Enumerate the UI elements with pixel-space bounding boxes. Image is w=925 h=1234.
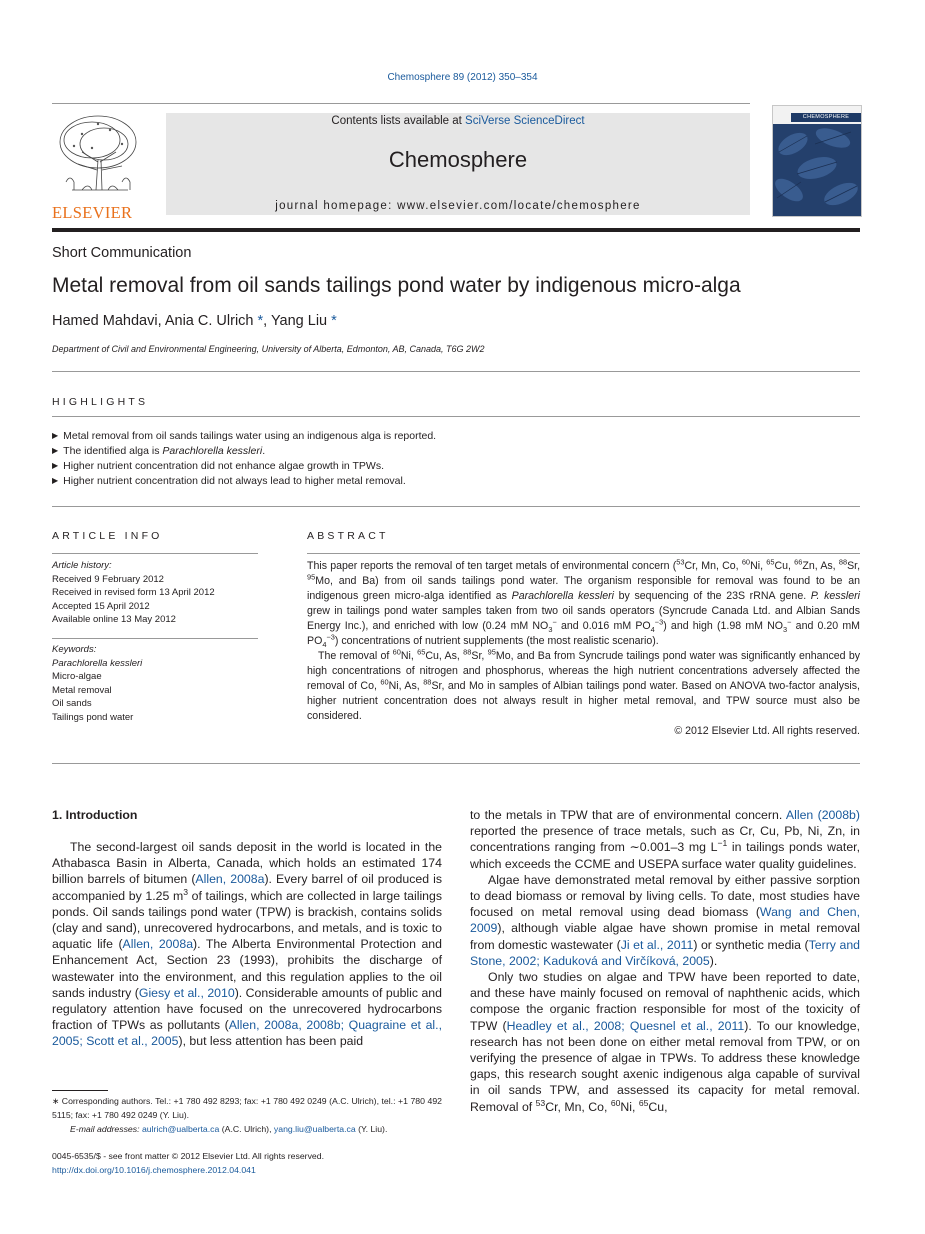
elsevier-wordmark: ELSEVIER: [52, 203, 133, 222]
keyword-item: Oil sands: [52, 698, 92, 709]
email-link-liu[interactable]: yang.liu@ualberta.ca: [273, 1124, 356, 1134]
inline-markup: −3: [654, 617, 664, 627]
email-label: E-mail addresses:: [70, 1124, 142, 1134]
section-heading-introduction: 1. Introduction: [52, 808, 138, 822]
keywords: [52, 643, 258, 724]
corresponding-author-note: ∗ Corresponding authors. Tel.: +1 780 492 8293; fax: +1 780 492 0249 (A.C. Ulrich), tel.: +1 780 492 5115; fax: +1 780 492 0249 (Y. Liu).: [52, 1096, 442, 1120]
journal-banner: [166, 113, 750, 215]
author-list: Hamed Mahdavi, Ania C. Ulrich *, Yang Liu *: [52, 313, 337, 329]
email-link-ulrich[interactable]: aulrich@ualberta.ca: [141, 1124, 220, 1134]
author-name: Yang Liu: [270, 313, 328, 329]
body-column-right: [470, 807, 860, 1115]
highlight-item: ▶ Higher nutrient concentration did not enhance algae growth in TPWs.: [52, 459, 436, 474]
inline-markup: 65: [638, 1097, 649, 1108]
reference-link[interactable]: Ji et al., 2011: [620, 937, 694, 952]
corresponding-author-mark[interactable]: *: [253, 313, 264, 329]
cover-leaves-icon: [773, 124, 861, 216]
inline-markup: −: [787, 617, 792, 627]
divider: [52, 506, 860, 507]
history-item: Accepted 15 April 2012: [52, 600, 150, 612]
inline-markup: 3: [548, 625, 553, 635]
highlights-heading: HIGHLIGHTS: [52, 396, 149, 408]
contents-line: [166, 115, 750, 127]
inline-markup: −: [552, 617, 557, 627]
inline-markup: 65: [766, 557, 775, 567]
abstract-paragraph: The removal of $^{60}$Ni, $^{65}$Cu, As, $^{88}$Sr, $^{95}$Mo, and Ba from Syncrude tailings pond water was significantly enhanced by high concentrations of nitrogen and phosphorus, whereas the high nutrient concentrations adversely affected the removal of Co, $^{60}$Ni, As, $^{88}$Sr, and Mo in samples of Albian tailings pond water. Based on ANOVA two-factor analysis, higher nutrient concentration does not always result in higher metal removal, and TPW source must also be considered.: [307, 647, 861, 722]
journal-name: Chemosphere: [388, 147, 528, 172]
issn-line: 0045-6535/$ - see front matter © 2012 Elsevier Ltd. All rights reserved.: [52, 1151, 324, 1161]
divider: [307, 553, 860, 554]
author-name: Ania C. Ulrich: [164, 313, 254, 329]
highlights-list: [52, 429, 436, 489]
inline-markup: 88: [423, 677, 432, 687]
inline-markup: 88: [463, 647, 472, 657]
divider: [52, 763, 860, 764]
elsevier-logo[interactable]: [52, 112, 144, 222]
journal-citation-link[interactable]: Chemosphere 89 (2012) 350–354: [387, 72, 538, 83]
corresponding-author-mark[interactable]: *: [327, 313, 337, 329]
sciencedirect-link[interactable]: SciVerse ScienceDirect: [465, 115, 585, 127]
copyright-notice: © 2012 Elsevier Ltd. All rights reserved.: [674, 725, 860, 737]
reference-link[interactable]: Allen, 2008a: [122, 937, 194, 952]
inline-markup: 60: [741, 557, 751, 567]
history-item: Available online 13 May 2012: [52, 614, 176, 625]
keyword-item: [52, 657, 258, 671]
article-title: Metal removal from oil sands tailings pond water by indigenous micro-alga: [52, 274, 741, 297]
reference-link[interactable]: Headley et al., 2008; Quesnel et al., 2011: [506, 1018, 745, 1033]
highlight-item: ▶ Higher nutrient concentration did not always lead to higher metal removal.: [52, 474, 436, 489]
reference-link[interactable]: Allen, 2008a: [195, 872, 265, 887]
keyword-item: Micro-algae: [52, 671, 102, 682]
body-paragraph: The second-largest oil sands deposit in the world is located in the Athabasca Basin in Alberta, Canada, which holds an estimated 174 billion barrels of bitumen (Allen, 2008a). Every barrel of oil produced is accompanied by 1.25 $m^3$ of tailings, which are collected in large tailings ponds. Oil sands tailings pond water (TPW) is brackish, contains solids (clay and sand), unrecovered hydrocarbons, and metals, and is toxic to aquatic life (Allen, 2008a). The Alberta Environmental Protection and Enhancement Act, Section 23 (1993), prohibits the discharge of wastewater into the environment, and this regulation applies to the oil sands industry (Giesy et al., 2010). Considerable amounts of public and regulatory attention have focused on the unrecovered hydrocarbons fraction of TPWs as pollutants (Allen, 2008a, 2008b; Quagraine et al., 2005; Scott et al., 2005), but less attention has been paid: [52, 840, 443, 1049]
author-name: Hamed Mahdavi: [52, 313, 158, 329]
inline-markup: 60: [380, 677, 389, 687]
history-label: Article history:: [52, 560, 112, 571]
inline-markup: Parachlorella kessleri: [162, 445, 263, 457]
history-item: Received 9 February 2012: [52, 573, 164, 585]
divider: [52, 553, 258, 554]
inline-markup: 53: [535, 1097, 546, 1108]
inline-markup: Parachlorella kessleri: [52, 657, 143, 669]
contents-prefix: Contents lists available at: [331, 115, 466, 127]
inline-markup: 53: [676, 557, 685, 567]
article-type: Short Communication: [52, 245, 192, 261]
email-owner-liu: (Y. Liu).: [355, 1124, 388, 1134]
footnote-rule: [52, 1090, 108, 1091]
article-history: [52, 559, 258, 627]
inline-markup: 4: [322, 640, 327, 650]
keyword-item: Metal removal: [52, 684, 112, 696]
header-rule: [52, 103, 750, 104]
inline-markup: 3: [783, 625, 788, 635]
reference-link[interactable]: Allen (2008b): [785, 808, 860, 822]
reference-link[interactable]: Terry and Stone, 2002; Kaduková and Virčíková, 2005: [470, 937, 861, 968]
email-owner-ulrich: (A.C. Ulrich),: [219, 1124, 274, 1134]
divider: [52, 371, 860, 372]
abstract-heading: ABSTRACT: [307, 530, 389, 542]
inline-markup: 60: [610, 1097, 621, 1108]
inline-markup: 95: [487, 647, 496, 657]
journal-cover-image[interactable]: [772, 105, 862, 217]
inline-markup: 3: [183, 886, 189, 897]
body-column-left: [52, 807, 442, 1050]
divider: [52, 638, 258, 639]
reference-link[interactable]: Wang and Chen, 2009: [470, 905, 860, 936]
inline-markup: Parachlorella kessleri: [511, 590, 615, 602]
inline-markup: 65: [417, 647, 426, 657]
history-item: Received in revised form 13 April 2012: [52, 587, 215, 598]
body-paragraph: to the metals in TPW that are of environmental concern. Allen (2008b) reported the presence of trace metals, such as Cr, Cu, Pb, Ni, Zn, in concentrations ranging from ∼0.001–3 mg $L^{-1}$ in tailings ponds water, which exceeds the CCME and USEPA surface water quality guidelines.: [470, 808, 860, 871]
abstract-body: [307, 559, 860, 739]
footnote: [52, 1094, 442, 1136]
elsevier-tree-icon: [52, 112, 144, 198]
highlight-item: ▶ Metal removal from oil sands tailings water using an indigenous alga is reported.: [52, 429, 436, 444]
divider: [52, 416, 860, 417]
inline-markup: 88: [838, 557, 848, 567]
body-paragraph: Only two studies on algae and TPW have been reported to date, and these have mainly focused on removal of naphthenic acids, which compose the organic fraction responsible for most of the toxicity of TPW (Headley et al., 2008; Quesnel et al., 2011). To our knowledge, research has not been done on either metal removal from TPW, or on verifying the presence of algae in TPWs. To address these knowledge gaps, this research sought axenic indigenous alga capable of survival in oil sands TPW, and assessed its capacity for metal removal. Removal of $^{53}$Cr, Mn, Co, $^{60}$Ni, $^{65}$Cu,: [470, 970, 860, 1114]
inline-markup: 4: [650, 625, 655, 635]
inline-markup: −3: [326, 632, 335, 642]
inline-markup: −1: [717, 838, 728, 849]
reference-link[interactable]: Allen, 2008a, 2008b; Quagraine et al., 2005; Scott et al., 2005: [52, 1018, 442, 1049]
highlight-item: ▶ The identified alga is Parachlorella kessleri.: [52, 444, 436, 459]
header-thick-rule: [52, 228, 860, 232]
body-paragraph: Algae have demonstrated metal removal by either passive sorption to dead biomass or removal by living cells. To date, most studies have focused on metal removal using dead biomass (Wang and Chen, 2009), although viable algae have shown promise in metal removal from domestic wastewater (Ji et al., 2011) or synthetic media (Terry and Stone, 2002; Kaduková and Virčíková, 2005).: [470, 872, 861, 968]
keyword-item: Tailings pond water: [52, 711, 134, 723]
abstract-paragraph: This paper reports the removal of ten target metals of environmental concern ($^{53}$Cr, Mn, Co, $^{60}$Ni, $^{65}$Cu, $^{66}$Zn, As, $^{88}$Sr, $^{95}$Mo, and Ba) from oil sands tailings pond water. The organism responsible for removal was found to be an indigenous green micro-alga identified as Parachlorella kessleri by sequencing of the 23S rRNA gene. P. kessleri grew in tailings pond water samples taken from two oil sands operators (Syncrude Canada Ltd. and Albian Sands Energy Inc.), and enriched with low (0.24 mM $NO_3^-$ and 0.016 mM $PO_4^{-3}$) and high (1.98 mM $NO_3^-$ and 0.20 mM $PO_4^{-3}$) concentrations of nutrient supplements (the most realistic scenario).: [307, 557, 861, 650]
inline-markup: 95: [307, 572, 316, 582]
cover-journal-name: CHEMOSPHERE: [791, 113, 861, 122]
doi-link[interactable]: http://dx.doi.org/10.1016/j.chemosphere.2012.04.041: [52, 1164, 256, 1175]
journal-homepage[interactable]: journal homepage: www.elsevier.com/locate/chemosphere: [275, 200, 641, 212]
inline-markup: 60: [392, 647, 401, 657]
keywords-label: Keywords:: [52, 644, 97, 655]
inline-markup: P. kessleri: [810, 590, 860, 602]
email-line: [52, 1122, 442, 1136]
page-footer: [52, 1150, 324, 1177]
author-affiliation: Department of Civil and Environmental Engineering, University of Alberta, Edmonton, AB, Canada, T6G 2W2: [52, 344, 485, 354]
reference-link[interactable]: Giesy et al., 2010: [138, 985, 235, 1000]
inline-markup: 66: [794, 557, 803, 567]
article-info-heading: ARTICLE INFO: [52, 530, 163, 542]
